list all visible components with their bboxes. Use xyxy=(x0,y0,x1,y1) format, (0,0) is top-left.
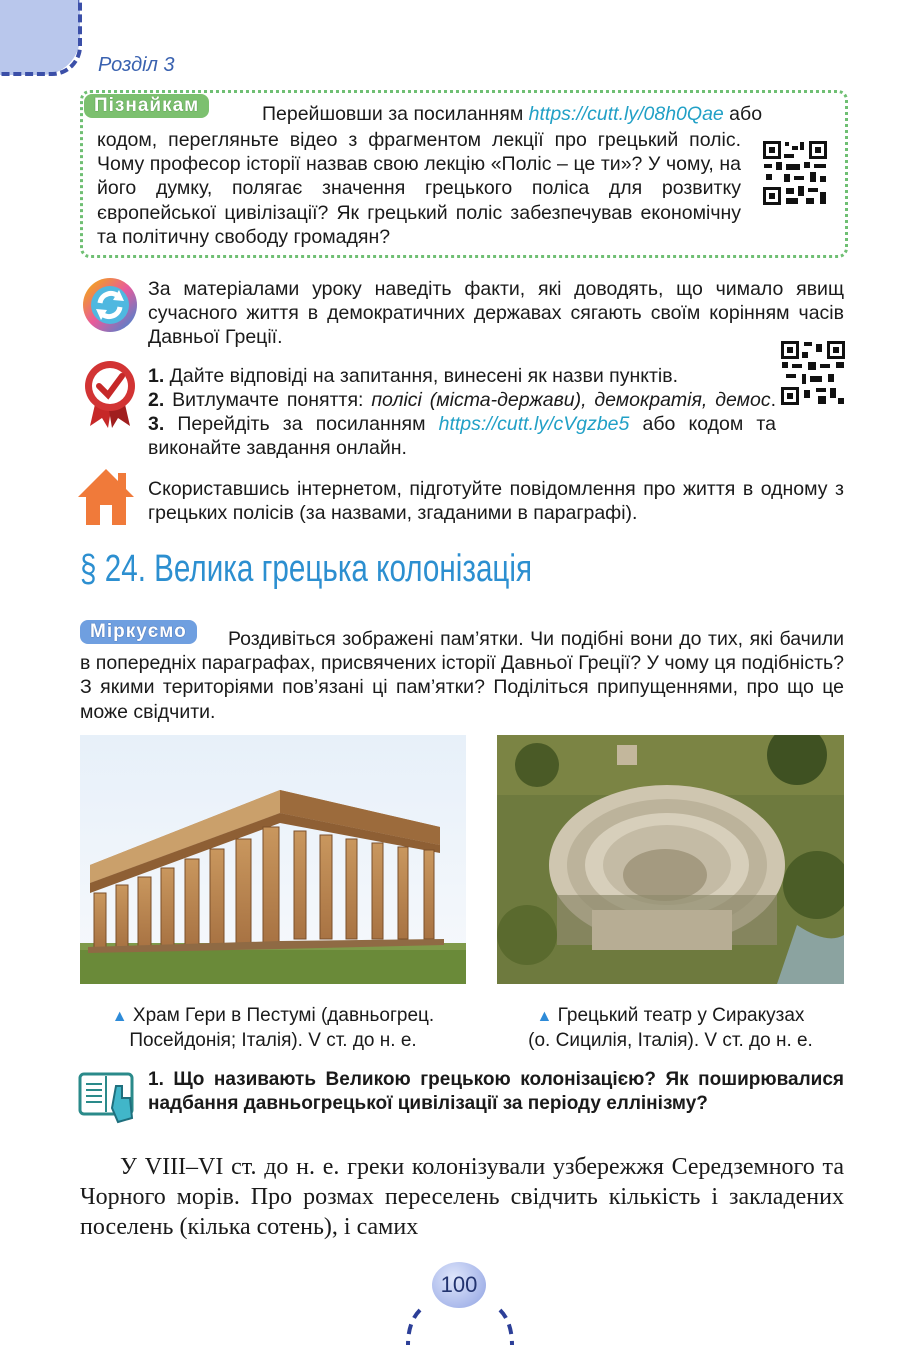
corner-dashed-border xyxy=(0,0,82,76)
right-caption xyxy=(497,1004,844,1053)
learn-link[interactable]: https://cutt.ly/08h0Qae xyxy=(528,103,724,125)
temple-of-hera-photo xyxy=(80,735,466,984)
home-task-text: Скориставшись інтернетом, підготуйте повідомлення про життя в одному з грецьких полісів (за назвами, згаданими в параграфі). xyxy=(148,478,844,525)
triangle-icon: ▲ xyxy=(111,1008,128,1025)
refresh-icon xyxy=(82,277,138,338)
item-number-2: 2. xyxy=(148,389,165,411)
syracuse-theatre-photo xyxy=(497,735,844,984)
right-caption-line2: (о. Сицилія, Італія). V ст. до н. е. xyxy=(528,1030,813,1051)
section-question: 1. Що називають Великою грецькою колонізацією? Як поширювалися надбання давньогрецької цивілізації за періоду еллінізму? xyxy=(148,1069,844,1115)
left-caption xyxy=(80,1004,466,1053)
check-task-terms: полісі (міста-держави), демократія, демос xyxy=(371,389,771,411)
learn-first-line xyxy=(262,102,832,126)
paragraph-title: § 24. Велика грецька колонізація xyxy=(80,548,533,590)
left-caption-line1: Храм Гери в Пестумі (давньогрец. xyxy=(132,1005,435,1026)
item-number-1: 1. xyxy=(148,365,165,387)
check-task-text-3-end: або кодом та виконайте завдання онлайн. xyxy=(148,413,776,460)
learn-line-end: або xyxy=(723,103,763,125)
triangle-icon: ▲ xyxy=(536,1008,553,1025)
body-text: У VIII–VI ст. до н. е. греки колонізували узбережжя Середземного та Чорного морів. Про розмах переселень свідчить кількість і закладених поселень (кілька сотень), і самих xyxy=(80,1154,844,1240)
think-tag: Міркуємо xyxy=(80,620,197,644)
repeat-task-text: За матеріалами уроку наведіть факти, які доводять, що чимало явищ сучасного життя в демократичних державах сягають своїм корінням часів Давньої Греції. xyxy=(148,278,844,349)
learn-line-text: Перейшовши за посиланням xyxy=(262,103,529,125)
qr-code-icon[interactable] xyxy=(762,140,828,206)
check-task-line2 xyxy=(148,388,776,461)
page-number: 100 xyxy=(432,1262,486,1308)
check-task-text-2: Витлумачте поняття: xyxy=(164,389,372,411)
qr-code-2-icon[interactable] xyxy=(780,340,846,406)
check-task-line1 xyxy=(148,364,776,388)
check-task-text-3: Перейдіть за посиланням xyxy=(164,413,439,436)
section-label: Розділ 3 xyxy=(98,54,175,76)
item-number-3: 3. xyxy=(148,413,165,436)
check-task-text-2-end: . xyxy=(770,389,776,411)
check-task-text-1: Дайте відповіді на запитання, винесені як назви пунктів. xyxy=(164,365,679,387)
check-task-link[interactable]: https://cutt.ly/cVgzbe5 xyxy=(438,413,630,436)
right-caption-line1: Грецький театр у Сиракузах xyxy=(557,1005,805,1026)
learn-tag: Пізнайкам xyxy=(84,94,209,118)
learn-body: кодом, перегляньте відео з фрагментом лекції про грецький поліс. Чому професор історії назвав свою лекцію «Поліс – це ти»? У чому, на його думку, полягає значення грецького поліса для розвитку європейської цивілізації? Як грецький поліс забезпечував економічну та політичну свободу громадян? xyxy=(97,129,741,248)
left-caption-line2: Посейдонія; Італія). V ст. до н. е. xyxy=(129,1030,417,1051)
home-icon xyxy=(76,467,136,532)
think-text: Роздивіться зображені пам’ятки. Чи подібні вони до тих, які бачили в попередніх параграфах, присвячених історії Давньої Греції? У чому ця подібність? З якими територіями пов’язані ці пам’ятки? Поділіться припущеннями, про що це може свідчити. xyxy=(80,628,844,723)
book-pointer-icon xyxy=(78,1068,138,1129)
checkmark-badge-icon xyxy=(82,360,138,435)
